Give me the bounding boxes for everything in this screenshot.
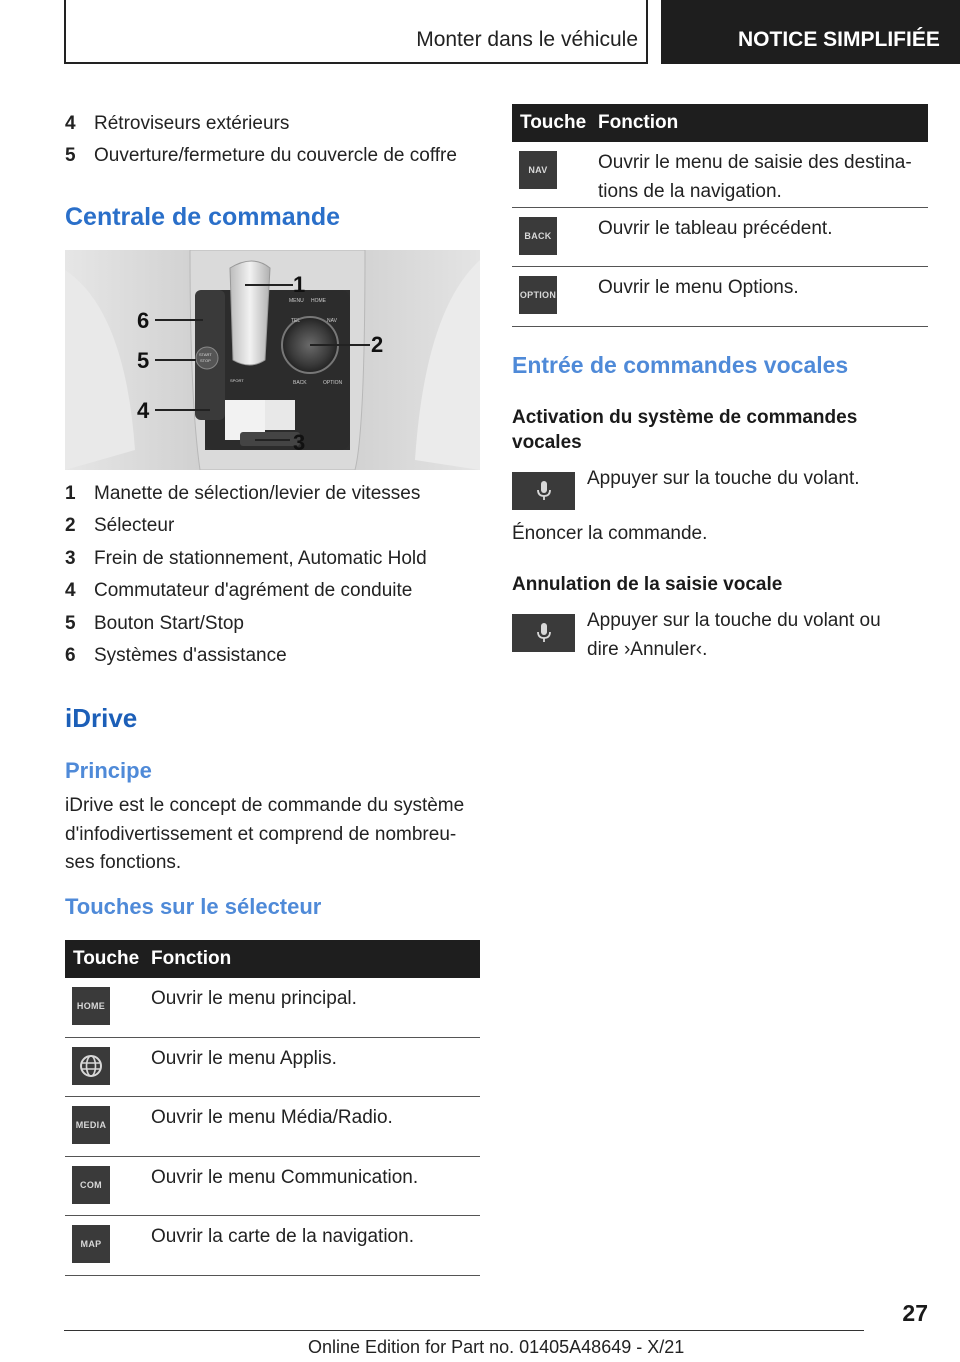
figure-legend-list [65, 478, 480, 672]
callout-4: 4 [137, 398, 150, 423]
list-item: 4 Commutateur d'agrément de conduite [65, 580, 413, 602]
page-number: 27 [902, 1300, 928, 1326]
fig-label-home: HOME [311, 298, 326, 304]
callout-2: 2 [371, 332, 384, 357]
annulation-heading: Annulation de la saisie vocale [512, 574, 783, 595]
com-key-icon: COM [72, 1166, 110, 1204]
fig-label-start: START [199, 352, 212, 357]
activation-heading: Activation du système de commandes vocales [512, 407, 858, 453]
selector-keys-table [65, 940, 480, 1276]
footer-divider [64, 1330, 864, 1331]
table-row: NAV Ouvrir le menu de saisie des destina-tions de la navigation. [512, 142, 928, 208]
footer-edition: Online Edition for Part no. 01405A48649 - X/21 [308, 1337, 685, 1357]
fig-label-nav: NAV [327, 318, 337, 324]
annulation-step: Appuyer sur la touche du volant ou dire ›Annuler‹. [587, 610, 881, 660]
fig-label-stop: STOP [200, 358, 211, 363]
table-row: BACK Ouvrir le tableau précédent. [512, 208, 928, 267]
control-center-illustration [65, 250, 480, 470]
table-row: Ouvrir le menu Applis. [65, 1038, 480, 1097]
enoncer-text: Énoncer la commande. [512, 523, 708, 544]
fig-label-option: OPTION [323, 380, 343, 386]
table-row: COM Ouvrir le menu Communication. [65, 1157, 480, 1216]
voice-heading: Entrée de commandes vocales [512, 352, 849, 378]
table-header: Touche Fonction [512, 104, 928, 142]
nav-key-icon: NAV [519, 151, 557, 189]
header-tab: NOTICE SIMPLIFIÉE [661, 0, 960, 64]
list-item: 5 Ouverture/fermeture du couvercle de coffre [65, 145, 457, 167]
fig-label-back: BACK [293, 380, 307, 386]
callout-5: 5 [137, 348, 150, 373]
list-item: 4 Rétroviseurs extérieurs [65, 113, 290, 134]
list-item: 6 Systèmes d'assistance [65, 645, 287, 667]
map-key-icon: MAP [72, 1225, 110, 1263]
touches-heading: Touches sur le sélecteur [65, 894, 322, 919]
table-header: Touche Fonction [65, 940, 480, 978]
callout-3: 3 [293, 430, 306, 455]
apps-globe-icon [72, 1047, 110, 1085]
table-row: OPTION Ouvrir le menu Options. [512, 267, 928, 327]
list-item: 3 Frein de stationnement, Automatic Hold [65, 547, 427, 569]
table-row: MAP Ouvrir la carte de la navigation. [65, 1216, 480, 1276]
centrale-heading: Centrale de commande [65, 203, 341, 231]
fig-label-tel: TEL [291, 318, 301, 324]
table-row: MEDIA Ouvrir le menu Média/Radio. [65, 1097, 480, 1157]
callout-1: 1 [293, 272, 306, 297]
principe-heading: Principe [65, 758, 152, 783]
microphone-key-icon [512, 614, 575, 652]
idrive-heading: iDrive [65, 703, 138, 733]
list-item: 2 Sélecteur [65, 515, 175, 537]
header-section-title: Monter dans le véhicule [416, 28, 638, 51]
callout-6: 6 [137, 308, 150, 333]
fig-label-sport: SPORT [230, 378, 244, 383]
selector-keys-table-continued [512, 104, 928, 327]
activation-step: Appuyer sur la touche du volant. [587, 468, 860, 489]
control-center-figure [65, 250, 480, 470]
back-key-icon: BACK [519, 217, 557, 255]
list-item: 1 Manette de sélection/levier de vitesses [65, 483, 421, 504]
list-item: 5 Bouton Start/Stop [65, 612, 244, 634]
option-key-icon: OPTION [519, 276, 557, 314]
microphone-key-icon [512, 472, 575, 510]
table-row: HOME Ouvrir le menu principal. [65, 978, 480, 1038]
fig-label-menu: MENU [289, 298, 304, 304]
principe-text: iDrive est le concept de commande du système d'infodivertissement et comprend de nombreu-ses fonctions. [65, 795, 465, 873]
top-item-list [65, 108, 480, 173]
media-key-icon: MEDIA [72, 1106, 110, 1144]
home-key-icon: HOME [72, 987, 110, 1025]
